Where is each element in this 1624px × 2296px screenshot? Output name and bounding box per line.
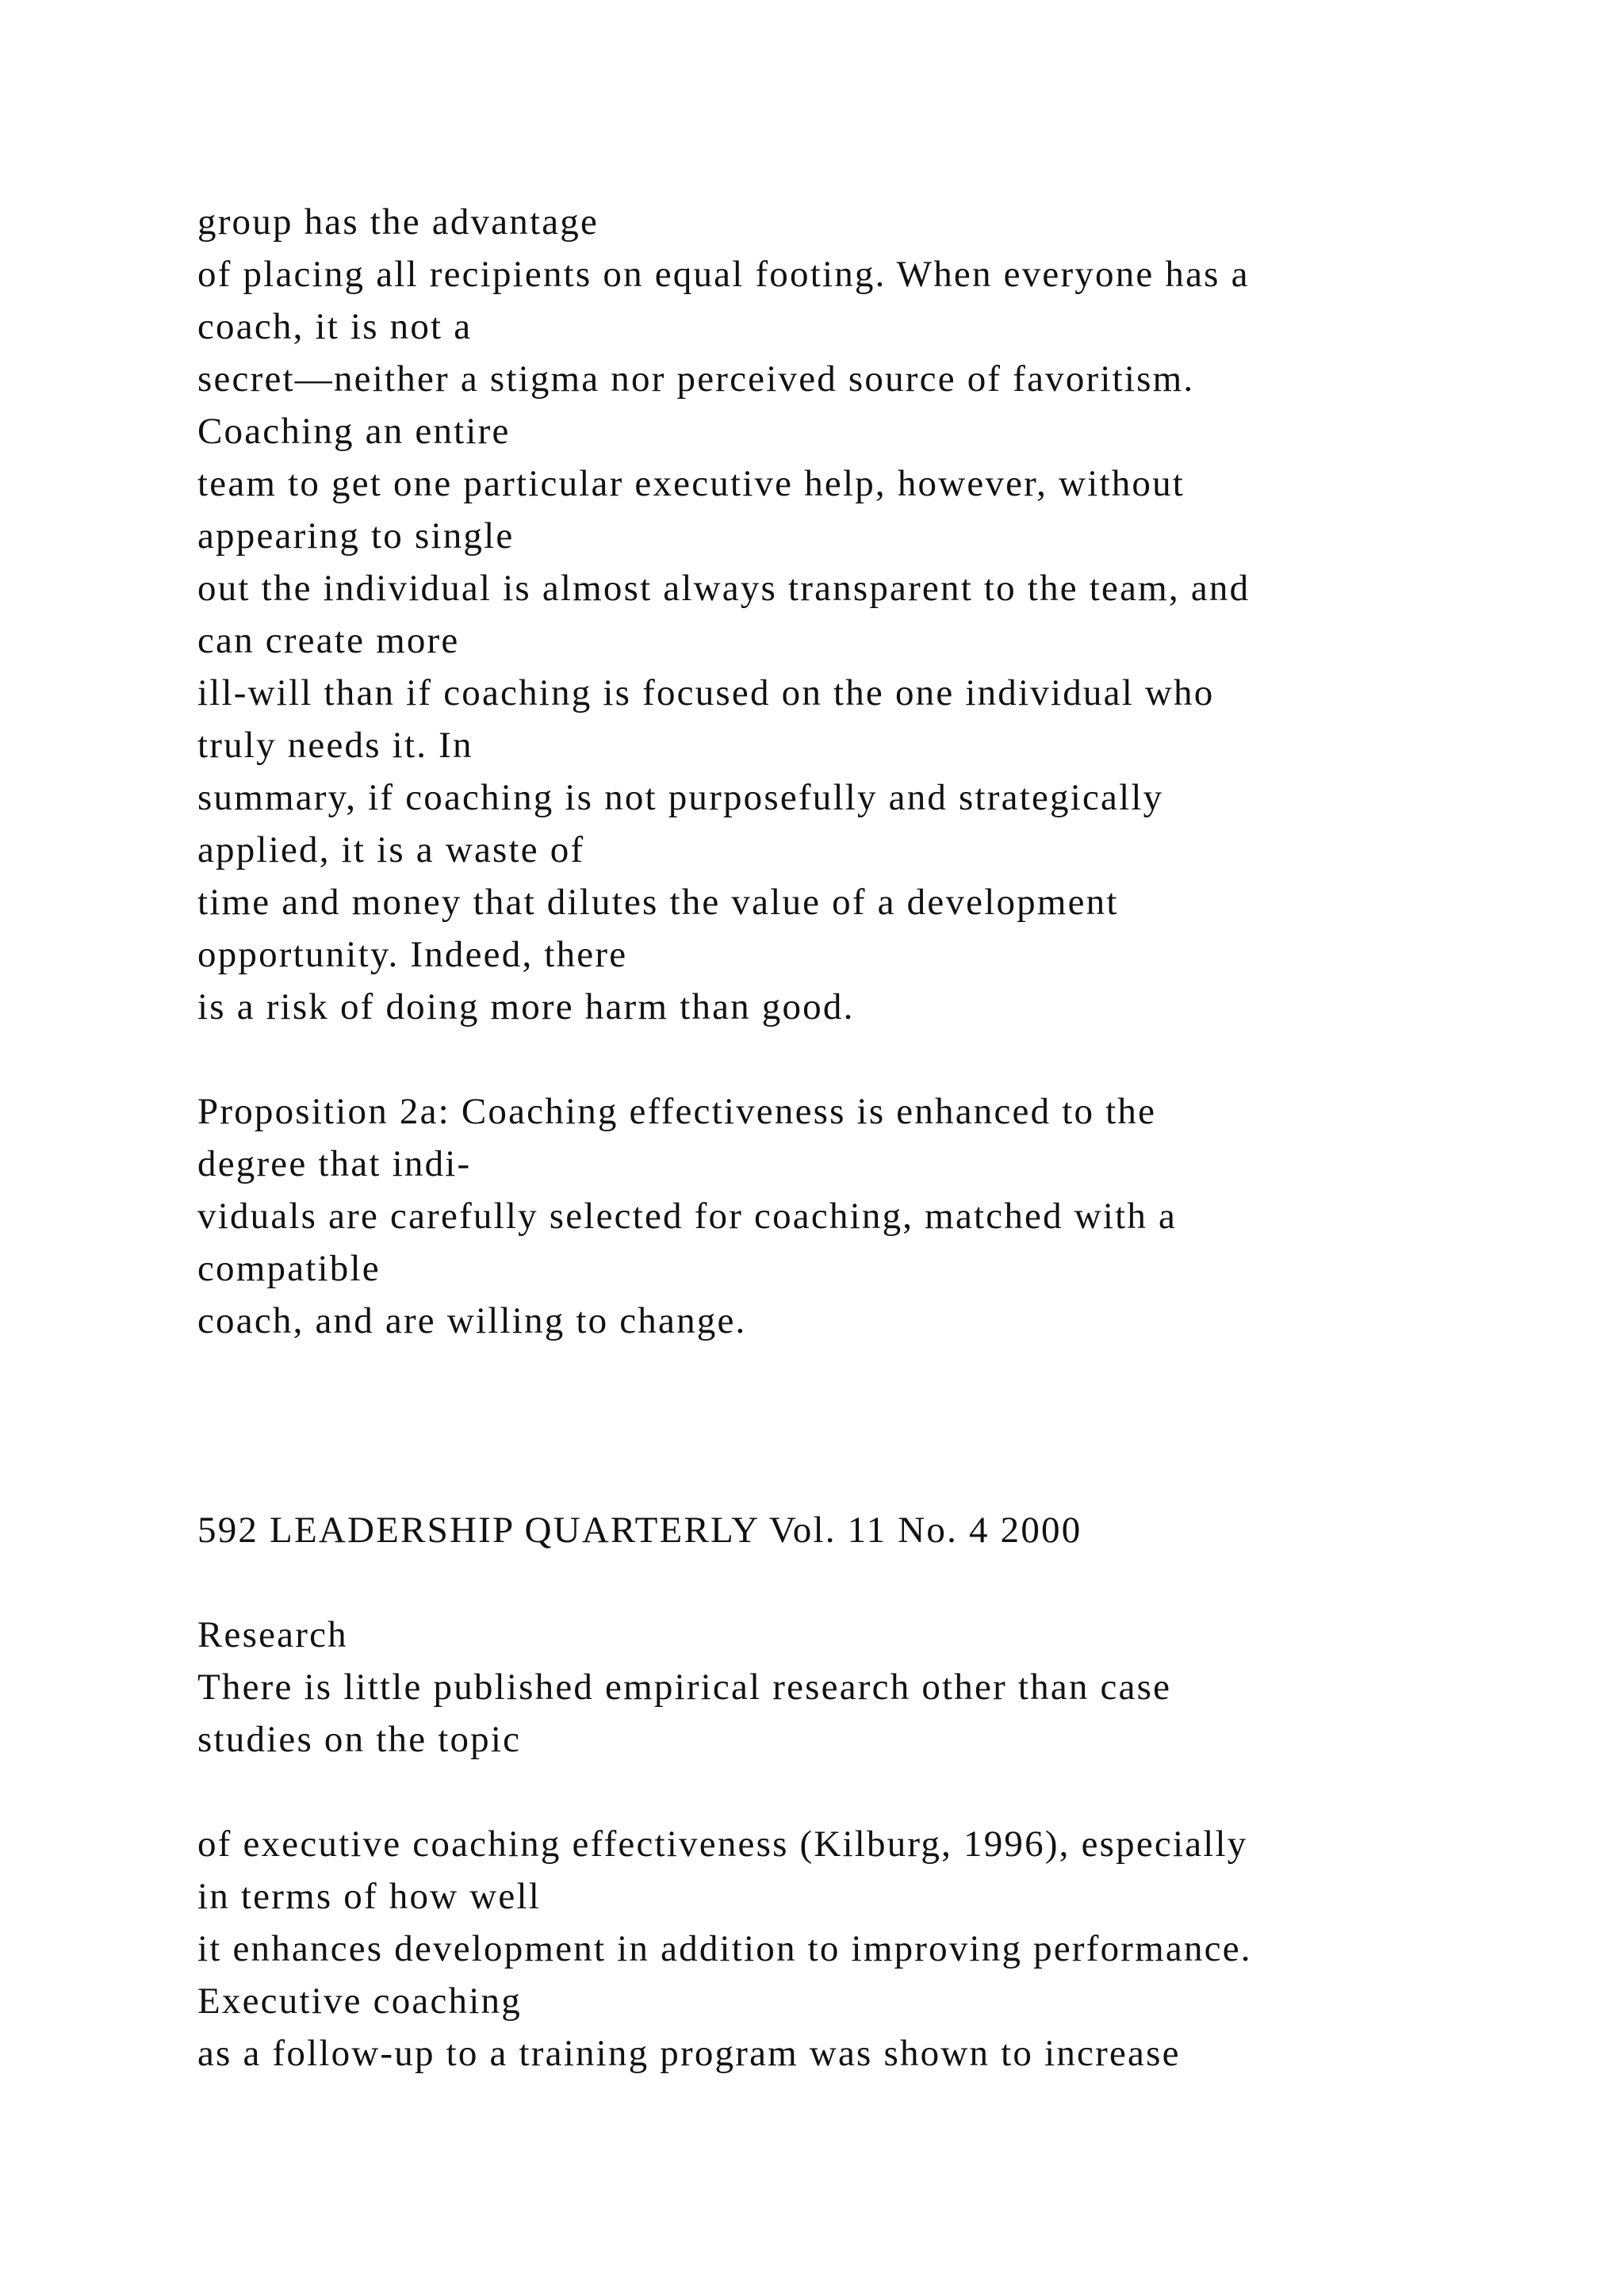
text-line: viduals are carefully selected for coaching, matched with a <box>197 1196 1178 1237</box>
page-header-line: 592 LEADERSHIP QUARTERLY Vol. 11 No. 4 2000 <box>197 1510 1082 1551</box>
text-line: secret—neither a stigma nor perceived source of favoritism. <box>197 358 1195 400</box>
text-line: Coaching an entire <box>197 411 511 452</box>
section-research <box>197 1609 1545 1766</box>
text-line: truly needs it. In <box>197 725 473 766</box>
document-text <box>197 196 1545 2080</box>
text-line: degree that indi- <box>197 1143 472 1184</box>
text-line: appearing to single <box>197 515 515 557</box>
blank-line <box>197 1766 1545 1818</box>
section-heading: Research <box>197 1614 348 1655</box>
text-line: team to get one particular executive help, however, without <box>197 463 1185 504</box>
paragraph-research-continued <box>197 1818 1545 2080</box>
blank-line <box>197 1033 1545 1085</box>
text-line: applied, it is a waste of <box>197 829 585 871</box>
text-line: it enhances development in addition to improving performance. <box>197 1928 1252 1969</box>
text-line: Executive coaching <box>197 1980 522 2022</box>
running-header <box>197 1504 1545 1556</box>
paragraph-coaching-group <box>197 196 1545 1033</box>
text-line: out the individual is almost always transparent to the team, and <box>197 568 1251 609</box>
text-line: coach, and are willing to change. <box>197 1300 747 1341</box>
text-line: coach, it is not a <box>197 306 473 347</box>
text-line: in terms of how well <box>197 1876 541 1917</box>
text-line: ill-will than if coaching is focused on the one individual who <box>197 672 1215 714</box>
text-line: summary, if coaching is not purposefully and strategically <box>197 777 1164 818</box>
text-line: time and money that dilutes the value of a development <box>197 882 1119 923</box>
blank-line <box>197 1347 1545 1399</box>
text-line: studies on the topic <box>197 1719 522 1760</box>
blank-line <box>197 1399 1545 1452</box>
text-line: opportunity. Indeed, there <box>197 934 628 975</box>
text-line: can create more <box>197 620 460 661</box>
text-line: is a risk of doing more harm than good. <box>197 986 855 1027</box>
text-line: There is little published empirical research other than case <box>197 1667 1172 1708</box>
text-line: Proposition 2a: Coaching effectiveness is enhanced to the <box>197 1091 1157 1132</box>
text-line: compatible <box>197 1248 381 1289</box>
text-line: of placing all recipients on equal footing. When everyone has a <box>197 254 1250 295</box>
text-line: group has the advantage <box>197 201 599 243</box>
paragraph-proposition-2a <box>197 1085 1545 1347</box>
blank-line <box>197 1452 1545 1504</box>
text-line: as a follow-up to a training program was shown to increase <box>197 2033 1181 2074</box>
text-line: of executive coaching effectiveness (Kilburg, 1996), especially <box>197 1823 1248 1865</box>
blank-line <box>197 1556 1545 1609</box>
